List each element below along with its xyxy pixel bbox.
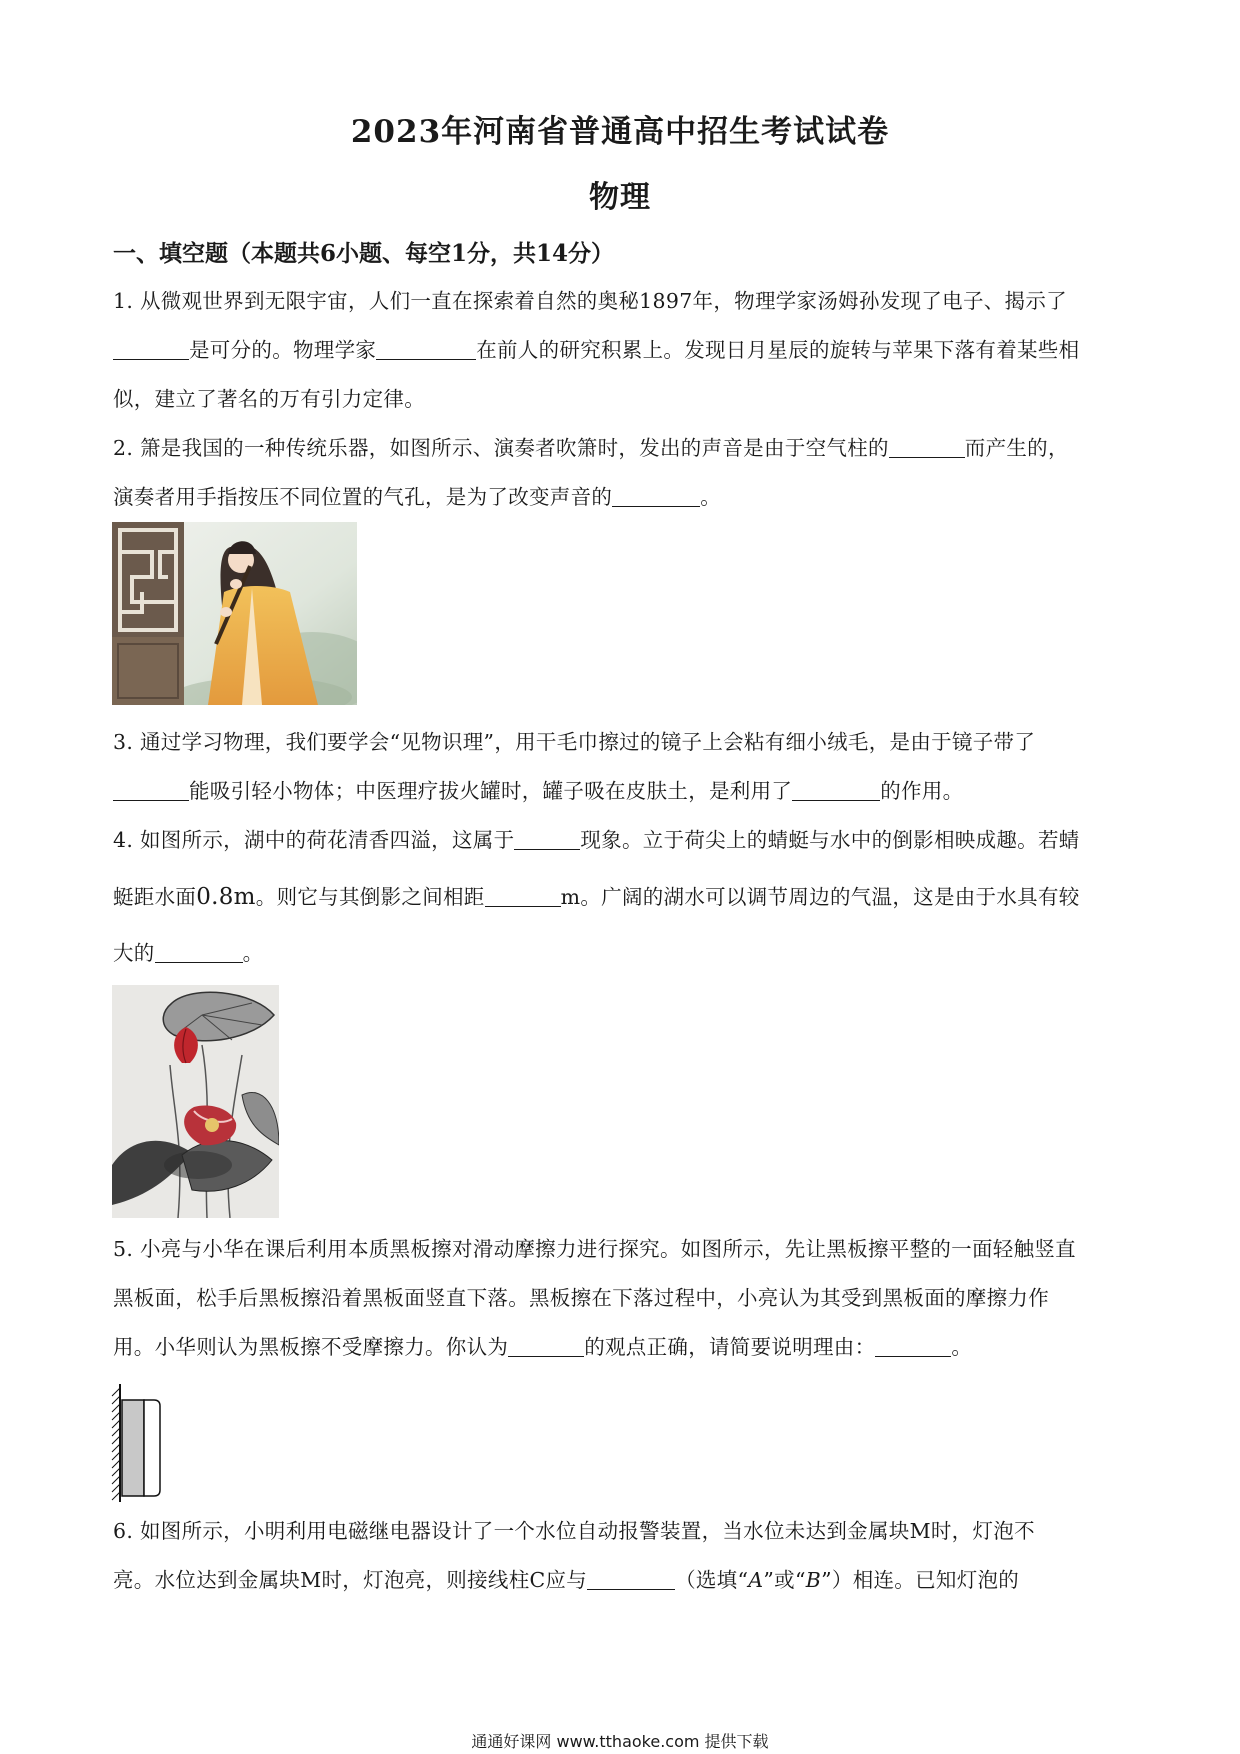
q4-text-e: m。广阔的湖水可以调节周边的气温，这是由于水具有较 [560,885,1080,909]
q3-text-b: 的作用。 [880,779,964,803]
q2-text-b: 而产生的， [964,436,1069,460]
section-heading-fill-blank: 一、填空题（本题共6小题、每空1分，共14分） [113,240,615,267]
q4-blank2[interactable] [485,905,561,907]
q6-text-a: 亮。水位达到金属块M时，灯泡亮，则接线柱C应与 [113,1568,588,1592]
q3-blank2[interactable] [792,799,880,801]
q5-line2: 黑板面，松手后黑板擦沿着黑板面竖直下落。黑板擦在下落过程中，小亮认为其受到黑板面的摩擦力作 [113,1286,1049,1310]
q2-text-d: 。 [700,485,722,509]
q1-line2 [113,333,1079,363]
q5-line1: 5. 小亮与小华在课后利用本质黑板擦对滑动摩擦力进行探究。如图所示，先让黑板擦平整的一面轻触竖直 [113,1237,1076,1261]
blackboard-eraser-figure [106,1380,166,1504]
q2-blank2[interactable] [612,505,700,507]
q5-blank2[interactable] [875,1355,951,1357]
q4-line3 [113,936,263,966]
q2-text-c: 演奏者用手指按压不同位置的气孔，是为了改变声音的 [113,485,613,509]
q6-text-c: ”或“ [763,1568,806,1592]
q2-text-a: 2. 箫是我国的一种传统乐器，如图所示、演奏者吹箫时，发出的声音是由于空气柱的 [113,436,889,460]
q6-option-a: A [748,1568,764,1592]
q3-text-a: 能吸引轻小物体；中医理疗拔火罐时，罐子吸在皮肤土，是利用了 [189,779,793,803]
q6-line2 [113,1563,1019,1593]
xiao-player-figure [112,522,357,705]
q1-blank1[interactable] [113,358,189,360]
q1-text-b: 在前人的研究积累上。发现日月星辰的旋转与苹果下落有着某些相 [476,338,1080,362]
q5-blank1[interactable] [508,1355,584,1357]
q2-blank1[interactable] [889,456,965,458]
q5-line3 [113,1330,972,1360]
q1-line3: 似，建立了著名的万有引力定律。 [113,387,425,411]
q6-line1: 6. 如图所示，小明利用电磁继电器设计了一个水位自动报警装置，当水位未达到金属块M时，灯泡不 [113,1519,1035,1543]
q2-line1 [113,431,1069,461]
q6-blank1[interactable] [587,1588,675,1590]
q1-blank2[interactable] [376,358,476,360]
q4-text-f: 大的 [113,941,155,965]
q1-line1: 1. 从微观世界到无限宇宙，人们一直在探索着自然的奥秘1897年，物理学家汤姆孙发现了电子、揭示了 [113,289,1067,313]
q4-line2 [113,880,1080,910]
q5-text-a: 用。小华则认为黑板擦不受摩擦力。你认为 [113,1335,509,1359]
q4-text-b: 现象。立于荷尖上的蜻蜓与水中的倒影相映成趣。若蜻 [580,828,1080,852]
q4-text-g: 。 [242,941,264,965]
q4-text-c: 蜓距水面 [113,885,197,909]
q4-blank3[interactable] [155,961,243,963]
lotus-figure [112,985,279,1218]
page-footer: 通通好课网 www.tthaoke.com 提供下载 [471,1732,769,1751]
q3-line2 [113,774,963,804]
q3-blank1[interactable] [113,799,189,801]
q5-text-c: 。 [951,1335,973,1359]
q4-distance-value: 0.8m [196,884,256,910]
q4-blank1[interactable] [514,848,580,850]
exam-title: 2023年河南省普通高中招生考试试卷 [350,114,890,150]
q3-line1: 3. 通过学习物理，我们要学会“见物识理”，用干毛巾擦过的镜子上会粘有细小绒毛，是由于镜子带了 [113,730,1036,754]
q4-text-d: 。则它与其倒影之间相距 [255,885,485,909]
q4-text-a: 4. 如图所示，湖中的荷花清香四溢，这属于 [113,828,515,852]
q6-text-b: （选填“ [675,1568,749,1592]
q5-text-b: 的观点正确，请简要说明理由： [584,1335,876,1359]
q4-line1 [113,823,1080,853]
q1-text-a: 是可分的。物理学家 [189,338,377,362]
exam-subject: 物理 [589,180,651,215]
q6-option-b: B [805,1568,822,1592]
q2-line2 [113,480,721,510]
q6-text-d: ”）相连。已知灯泡的 [821,1568,1020,1592]
